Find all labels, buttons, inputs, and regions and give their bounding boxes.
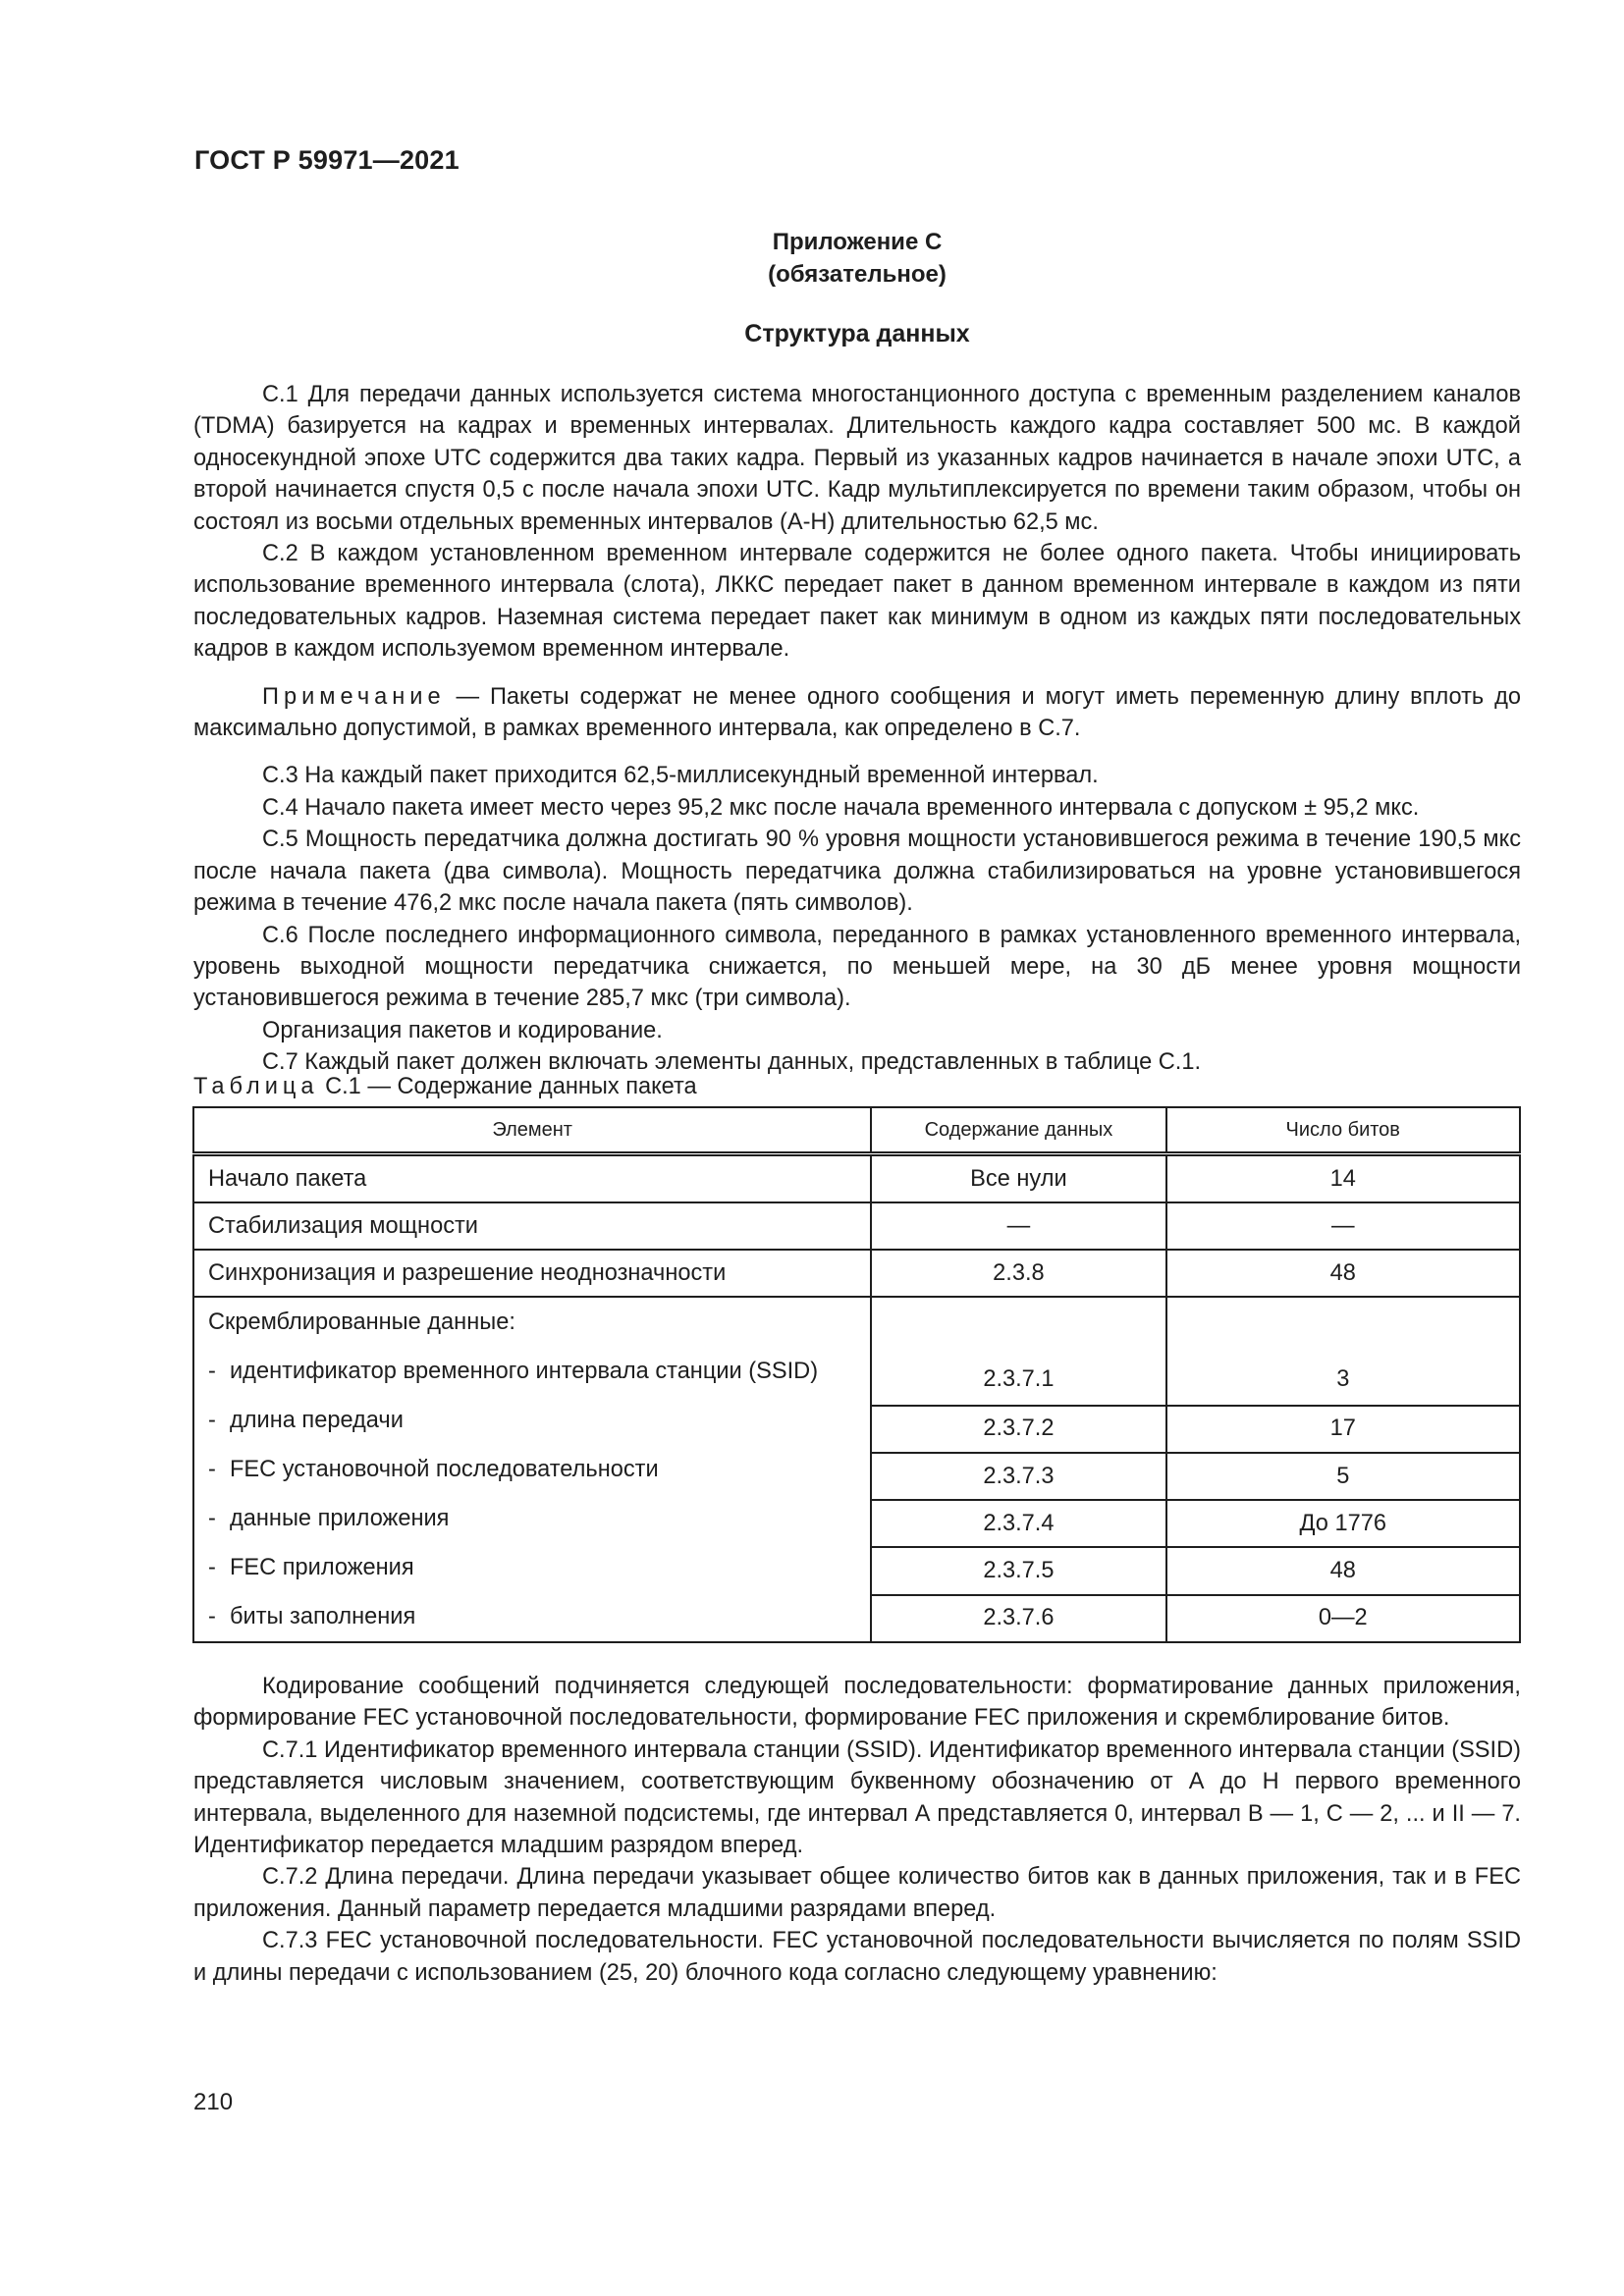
body-section-intro xyxy=(193,379,1521,1079)
paragraph-c4: С.4 Начало пакета имеет место через 95,2 мкс после начала временного интервала с допуском ± 95,2 мкс. xyxy=(262,794,1420,821)
page-number: 210 xyxy=(193,2089,234,2115)
cell-content: 2.3.7.3 xyxy=(871,1453,1165,1500)
paragraph-packet-organization: Организация пакетов и кодирование. xyxy=(262,1017,663,1043)
table-row xyxy=(193,1250,1520,1297)
cell-bits: 48 xyxy=(1166,1250,1521,1297)
paragraph-c7-1: С.7.1 Идентификатор временного интервала станции (SSID). Идентификатор временного интервала станции (SSID) представляется числовым значением, соответствующим буквенному обозначению от А до Н первого временного интервала, выделенного для наземной подсистемы, где интервал А представляется 0, интервал В — 1, С — 2, ... и II — 7. Идентификатор передается младшим разрядом вперед. xyxy=(193,1736,1521,1859)
packet-data-table xyxy=(192,1106,1521,1643)
cell-content: 2.3.7.5 xyxy=(871,1547,1165,1594)
scrambled-item: - биты заполнения xyxy=(208,1604,416,1629)
scrambled-group-label: Скремблированные данные: xyxy=(208,1309,515,1335)
cell-element: Синхронизация и разрешение неоднозначности xyxy=(193,1250,871,1297)
note-paragraph xyxy=(193,681,1521,745)
cell-element: Начало пакета xyxy=(193,1154,871,1203)
paragraph-c7-2: С.7.2 Длина передачи. Длина передачи указывает общее количество битов как в данных приложения, так и в FEC приложения. Данный параметр передается младшими разрядами вперед. xyxy=(193,1864,1521,1922)
cell-content: Все нули xyxy=(871,1154,1165,1203)
paragraph-c1: С.1 Для передачи данных используется система многостанционного доступа с временным разделением каналов (TDMA) базируется на кадрах и временных интервалах. Длительность каждого кадра составляет 500 мс. В каждой односекундной эпохе UTC содержится два таких кадра. Первый из указанных кадров начинается в начале эпохи UTC, а второй начинается спустя 0,5 с после начала эпохи UTC. Кадр мультиплексируется по времени таким образом, чтобы он состоял из восьми отдельных временных интервалов (А-Н) длительностью 62,5 мс. xyxy=(193,382,1521,535)
paragraph-c7-3: С.7.3 FEC установочной последовательности. FEC установочной последовательности вычисляется по полям SSID и длины передачи с использованием (25, 20) блочного кода согласно следующему уравнению: xyxy=(193,1928,1521,1986)
scrambled-item: - данные приложения xyxy=(208,1506,450,1531)
section-title: Структура данных xyxy=(744,320,970,347)
cell-bits: — xyxy=(1166,1202,1521,1250)
note-label: Примечание xyxy=(262,683,446,710)
cell-content: 2.3.7.2 xyxy=(871,1406,1165,1453)
table-row xyxy=(193,1297,1520,1406)
column-header-element: Элемент xyxy=(193,1107,871,1154)
cell-content: — xyxy=(871,1202,1165,1250)
table-caption-text: С.1 — Содержание данных пакета xyxy=(318,1074,697,1099)
scrambled-data-cell xyxy=(193,1297,871,1642)
cell-content: 2.3.7.6 xyxy=(871,1595,1165,1642)
paragraph-c3: С.3 На каждый пакет приходится 62,5-миллисекундный временной интервал. xyxy=(262,763,1099,789)
document-code: ГОСТ Р 59971—2021 xyxy=(194,145,460,175)
paragraph-c6: С.6 После последнего информационного символа, переданного в рамках установленного временного интервала, уровень выходной мощности передатчика снижается, по меньшей мере, на 30 дБ менее уровня мощности установившегося режима в течение 285,7 мкс (три символа). xyxy=(193,922,1521,1012)
table-row xyxy=(193,1202,1520,1250)
scrambled-item: - FEC приложения xyxy=(208,1555,414,1580)
cell-bits: 5 xyxy=(1166,1453,1521,1500)
cell-bits: 14 xyxy=(1166,1154,1521,1203)
cell-content: 2.3.7.1 xyxy=(871,1297,1165,1406)
column-header-content: Содержание данных xyxy=(871,1107,1165,1154)
body-section-coding xyxy=(193,1671,1521,1989)
scrambled-item: - FEC установочной последовательности xyxy=(208,1457,659,1482)
cell-bits: 17 xyxy=(1166,1406,1521,1453)
scrambled-item: - длина передачи xyxy=(208,1408,404,1433)
cell-bits: 0—2 xyxy=(1166,1595,1521,1642)
cell-content: 2.3.8 xyxy=(871,1250,1165,1297)
paragraph-c7: С.7 Каждый пакет должен включать элементы данных, представленных в таблице С.1. xyxy=(262,1049,1202,1076)
table-caption xyxy=(193,1074,697,1100)
cell-bits: 3 xyxy=(1166,1297,1521,1406)
paragraph-c5: С.5 Мощность передатчика должна достигать 90 % уровня мощности установившегося режима в течение 190,5 мкс после начала пакета (два символа). Мощность передатчика должна стабилизироваться на уровне установившегося режима в течение 476,2 мкс после начала пакета (пять символов). xyxy=(193,827,1521,917)
paragraph-c2: С.2 В каждом установленном временном интервале содержится не более одного пакета. Чтобы инициировать использование временного интервала (слота), ЛККС передает пакет в данном временном интервале в каждом из пяти последовательных кадров. Наземная система передает пакет как минимум в одном из каждых пяти последовательных кадров в каждом используемом временном интервале. xyxy=(193,541,1521,663)
column-header-bits: Число битов xyxy=(1166,1107,1521,1154)
annex-status: (обязательное) xyxy=(768,261,947,288)
table-row xyxy=(193,1154,1520,1203)
cell-content: 2.3.7.4 xyxy=(871,1500,1165,1547)
table-caption-label: Таблица xyxy=(193,1074,319,1099)
cell-bits: 48 xyxy=(1166,1547,1521,1594)
cell-bits: До 1776 xyxy=(1166,1500,1521,1547)
annex-title: Приложение С xyxy=(772,229,943,255)
table-header-row xyxy=(193,1107,1520,1154)
cell-element: Стабилизация мощности xyxy=(193,1202,871,1250)
annex-heading xyxy=(193,226,1521,291)
scrambled-item: - идентификатор временного интервала станции (SSID) xyxy=(208,1359,819,1384)
note-text: — Пакеты содержат не менее одного сообщения и могут иметь переменную длину вплоть до максимально допустимой, в рамках временного интервала, как определено в С.7. xyxy=(193,683,1521,742)
paragraph-coding-sequence: Кодирование сообщений подчиняется следующей последовательности: форматирование данных приложения, формирование FEC установочной последовательности, формирование FEC приложения и скремблирование битов. xyxy=(193,1674,1521,1732)
